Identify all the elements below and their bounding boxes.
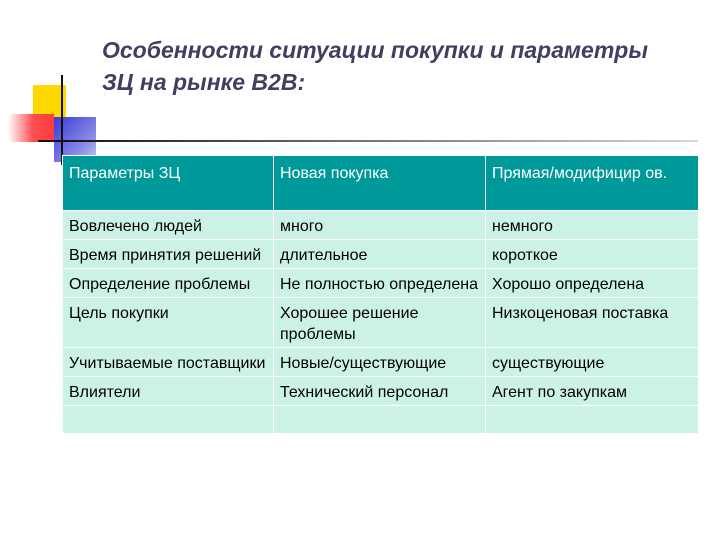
- header-cell-direct-modified: Прямая/модифицир ов.: [486, 156, 699, 211]
- table-cell: много: [274, 211, 486, 240]
- table-cell: Определение проблемы: [63, 269, 274, 298]
- table-cell: [63, 406, 274, 434]
- table-cell: существующие: [486, 348, 699, 377]
- table-cell: Влиятели: [63, 377, 274, 406]
- table-cell: [274, 406, 486, 434]
- table-cell: Учитываемые поставщики: [63, 348, 274, 377]
- table-row: [63, 377, 699, 406]
- table-cell: немного: [486, 211, 699, 240]
- table-cell: короткое: [486, 240, 699, 269]
- table-cell: Время принятия решений: [63, 240, 274, 269]
- table-cell: Вовлечено людей: [63, 211, 274, 240]
- table-cell: Хорошее решение проблемы: [274, 298, 486, 348]
- table-cell: Низкоценовая поставка: [486, 298, 699, 348]
- decorative-vertical-line: [61, 75, 63, 165]
- slide-title-line-2: ЗЦ на рынке В2В:: [102, 69, 306, 95]
- title-underline: [62, 140, 698, 142]
- decorative-red-bar: [8, 114, 54, 142]
- slide-title: [102, 34, 702, 98]
- table-cell: Хорошо определена: [486, 269, 699, 298]
- comparison-table: [62, 155, 699, 434]
- table-row: [63, 211, 699, 240]
- header-cell-new-purchase: Новая покупка: [274, 156, 486, 211]
- table-header-row: [63, 156, 699, 211]
- table-row: [63, 348, 699, 377]
- table-cell: Агент по закупкам: [486, 377, 699, 406]
- header-cell-parameters: Параметры ЗЦ: [63, 156, 274, 211]
- table-cell: Цель покупки: [63, 298, 274, 348]
- table-row: [63, 240, 699, 269]
- table-row: [63, 298, 699, 348]
- table-row: [63, 269, 699, 298]
- table-cell: Новые/существующие: [274, 348, 486, 377]
- table-cell: [486, 406, 699, 434]
- table-row-empty: [63, 406, 699, 434]
- table-cell: длительное: [274, 240, 486, 269]
- slide-title-line-1: Особенности ситуации покупки и параметры: [102, 37, 648, 63]
- table-cell: Технический персонал: [274, 377, 486, 406]
- table-cell: Не полностью определена: [274, 269, 486, 298]
